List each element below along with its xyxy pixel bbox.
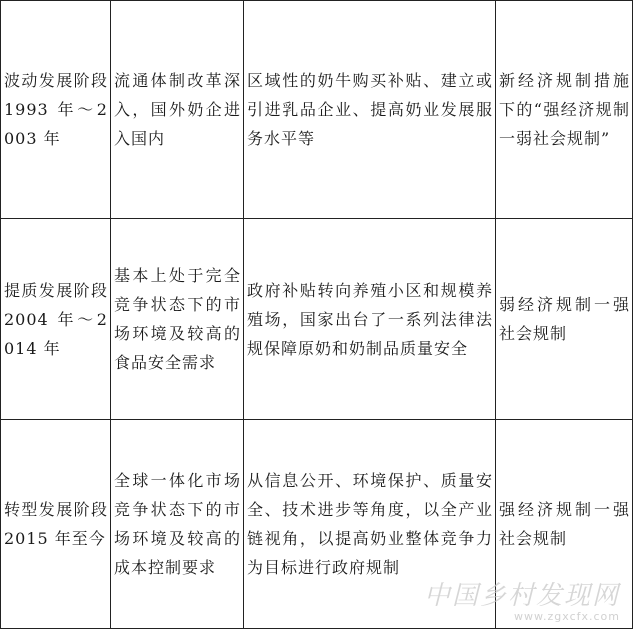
watermark [424, 575, 620, 623]
regulation-cell: 强经济规制一强社会规制 [496, 419, 633, 628]
watermark-url: www.zgxcfx.com [514, 610, 620, 623]
stage-cell: 波动发展阶段 1993 年～2003 年 [1, 1, 111, 219]
policy-cell: 从信息公开、环境保护、质量安全、技术进步等角度，以全产业链视角，以提高奶业整体竞争力为目标进行政府规制 [244, 419, 496, 628]
table-row [1, 1, 633, 219]
regulation-cell: 新经济规制措施下的“强经济规制一弱社会规制” [496, 1, 633, 219]
stage-cell: 转型发展阶段 2015 年至今 [1, 419, 111, 628]
regulation-cell: 弱经济规制一强社会规制 [496, 219, 633, 419]
environment-cell: 流通体制改革深入，国外奶企进入国内 [111, 1, 244, 219]
policy-cell: 政府补贴转向养殖小区和规模养殖场，国家出台了一系列法律法规保障原奶和奶制品质量安全 [244, 219, 496, 419]
policy-cell: 区域性的奶牛购买补贴、建立或引进乳品企业、提高奶业发展服务水平等 [244, 1, 496, 219]
environment-cell: 基本上处于完全竞争状态下的市场环境及较高的食品安全需求 [111, 219, 244, 419]
watermark-site-name: 中国乡村发现网 [423, 581, 620, 611]
environment-cell: 全球一体化市场竞争状态下的市场环境及较高的成本控制要求 [111, 419, 244, 628]
table-row [1, 219, 633, 419]
stage-cell: 提质发展阶段 2004 年～2014 年 [1, 219, 111, 419]
